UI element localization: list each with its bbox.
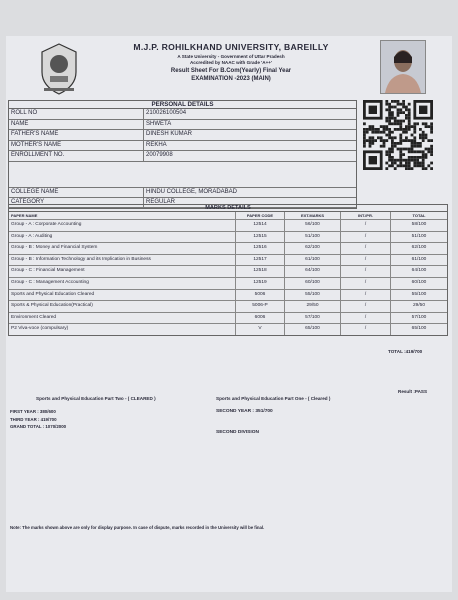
paper-code: 12519 (236, 278, 285, 289)
int-marks: / (341, 313, 391, 324)
year-totals (10, 408, 66, 431)
marks-row (9, 313, 447, 325)
paper-name: Group - C : Financial Management (9, 266, 236, 277)
paper-total: 51/100 (411, 233, 427, 239)
marks-row (9, 324, 447, 335)
paper-total: 65/100 (411, 326, 427, 332)
ext-marks: 62/100 (285, 243, 341, 254)
personal-label: MOTHER'S NAME (9, 141, 144, 151)
marks-row (9, 301, 447, 313)
paper-total: 64/100 (411, 268, 427, 274)
paper-name: Group - B : Information Technology and its Implication in Business (9, 255, 236, 266)
result-status: Result :PASS (398, 389, 428, 394)
marks-details-title: MARKS DETAILS (9, 205, 447, 212)
personal-row (9, 109, 356, 120)
int-marks: / (341, 243, 391, 254)
division: SECOND DIVISION (216, 430, 259, 435)
third-year: THIRD YEAR : 419/700 (10, 416, 57, 422)
int-marks: / (341, 290, 391, 301)
ext-marks: 65/100 (285, 324, 341, 335)
exam-title: EXAMINATION -2023 (MAIN) (191, 76, 271, 82)
marks-row (9, 220, 447, 232)
paper-name: Environment Cleared (9, 313, 236, 324)
paper-total: 58/100 (411, 222, 427, 227)
paper-total: 29/50 (412, 303, 425, 309)
student-photo (380, 40, 426, 94)
ext-marks: 60/100 (285, 278, 341, 289)
personal-details (8, 100, 357, 209)
marks-row (9, 290, 447, 302)
paper-name: Group - A : Corporate Accounting (9, 220, 236, 231)
grand-total: GRAND TOTAL : 1070/2000 (10, 424, 67, 429)
paper-total: 60/100 (411, 279, 427, 285)
state-university-line: A State University - Government of Uttar Pradesh (177, 54, 285, 59)
col-ext-marks: EXT.MARKS (285, 212, 341, 219)
int-marks: / (341, 278, 391, 289)
college-value: HINDU COLLEGE, MORADABAD (146, 188, 238, 195)
int-marks: / (341, 255, 391, 266)
paper-name: Group - A : Auditing (9, 232, 236, 243)
int-marks: / (341, 232, 391, 243)
paper-total: 62/100 (411, 245, 427, 251)
int-marks: / (341, 220, 391, 231)
paper-name: Group - B : Money and Financial System (9, 243, 236, 254)
paper-total: 57/100 (411, 314, 427, 320)
ext-marks: 55/100 (285, 290, 341, 301)
ext-marks: 57/100 (285, 313, 341, 324)
personal-label: NAME (9, 120, 144, 130)
sheet-title: Result Sheet For B.Com(Yearly) Final Year (170, 68, 292, 74)
marks-row (9, 266, 447, 278)
sports-part-two: Sports and Physical Education Part Two - ( CLEARED ) (36, 396, 156, 401)
total-marks: TOTAL :419/700 (388, 349, 423, 354)
paper-total: 61/100 (411, 256, 427, 262)
second-year: SECOND YEAR : 351/700 (216, 409, 273, 414)
personal-value: REKHA (146, 141, 167, 148)
personal-value: SHWETA (146, 120, 172, 127)
marks-row (9, 232, 447, 244)
paper-code: 12516 (236, 243, 285, 254)
paper-code: 5006-P (236, 301, 285, 312)
sports-part-one: Sports and Physical Education Part One - ( Cleared ) (216, 396, 331, 401)
ext-marks: 56/100 (285, 220, 341, 231)
col-int-pr: INT./PR. (341, 212, 391, 219)
personal-row (9, 130, 356, 141)
paper-name: Sports and Physical Education Cleared (9, 290, 236, 301)
paper-code: 5006 (236, 290, 285, 301)
personal-row (9, 151, 356, 162)
ext-marks: 29/50 (285, 301, 341, 312)
paper-code: 12514 (236, 220, 285, 231)
paper-code: 12518 (236, 266, 285, 277)
marks-details (8, 204, 448, 336)
personal-value: 20079908 (146, 152, 173, 159)
ext-marks: 64/100 (285, 266, 341, 277)
ext-marks: 61/100 (285, 255, 341, 266)
college-value: REGULAR (146, 198, 176, 205)
paper-total: 55/100 (411, 291, 427, 297)
col-total: TOTAL (412, 213, 426, 218)
paper-name: Group - C : Management Accounting (9, 278, 236, 289)
first-year: FIRST YEAR : 380/600 (10, 409, 56, 414)
int-marks: / (341, 266, 391, 277)
marks-row (9, 243, 447, 255)
college-label: CATEGORY (9, 198, 144, 207)
ext-marks: 51/100 (285, 232, 341, 243)
personal-row (9, 120, 356, 131)
college-label: COLLEGE NAME (9, 188, 144, 197)
int-marks: / (341, 324, 391, 335)
paper-code: 12517 (236, 255, 285, 266)
naac-line: Accredited by NAAC with Grade 'A++' (189, 60, 273, 65)
col-paper-code: PAPER CODE (236, 212, 285, 219)
disclaimer-note: Note: The marks shown above are only for display purpose. In case of dispute, marks recorded in the University will be final. (10, 525, 265, 530)
col-paper-name: PAPER NAME (9, 212, 236, 219)
college-row (9, 188, 356, 198)
int-marks: / (341, 301, 391, 312)
marks-header-row (9, 212, 447, 220)
marks-row (9, 278, 447, 290)
personal-label: ROLL NO (9, 109, 144, 119)
paper-name: P2 Viva-voce (compulsary) (9, 324, 236, 335)
personal-label: FATHER'S NAME (9, 130, 144, 140)
university-logo (36, 42, 82, 96)
personal-value: 210026100504 (146, 110, 187, 116)
marks-row (9, 255, 447, 267)
qr-code (363, 100, 433, 170)
personal-row (9, 141, 356, 152)
personal-value: DINESH KUMAR (146, 131, 193, 138)
personal-details-title: PERSONAL DETAILS (9, 101, 356, 109)
university-name: M.J.P. ROHILKHAND UNIVERSITY, BAREILLY (133, 42, 329, 52)
header (6, 36, 452, 104)
paper-code: 6006 (236, 313, 285, 324)
result-sheet (6, 36, 452, 592)
paper-code: V (236, 324, 285, 335)
paper-code: 12515 (236, 232, 285, 243)
paper-name: Sports & Physical Education(Practical) (9, 301, 236, 312)
personal-label: ENROLLMENT NO. (9, 151, 144, 161)
